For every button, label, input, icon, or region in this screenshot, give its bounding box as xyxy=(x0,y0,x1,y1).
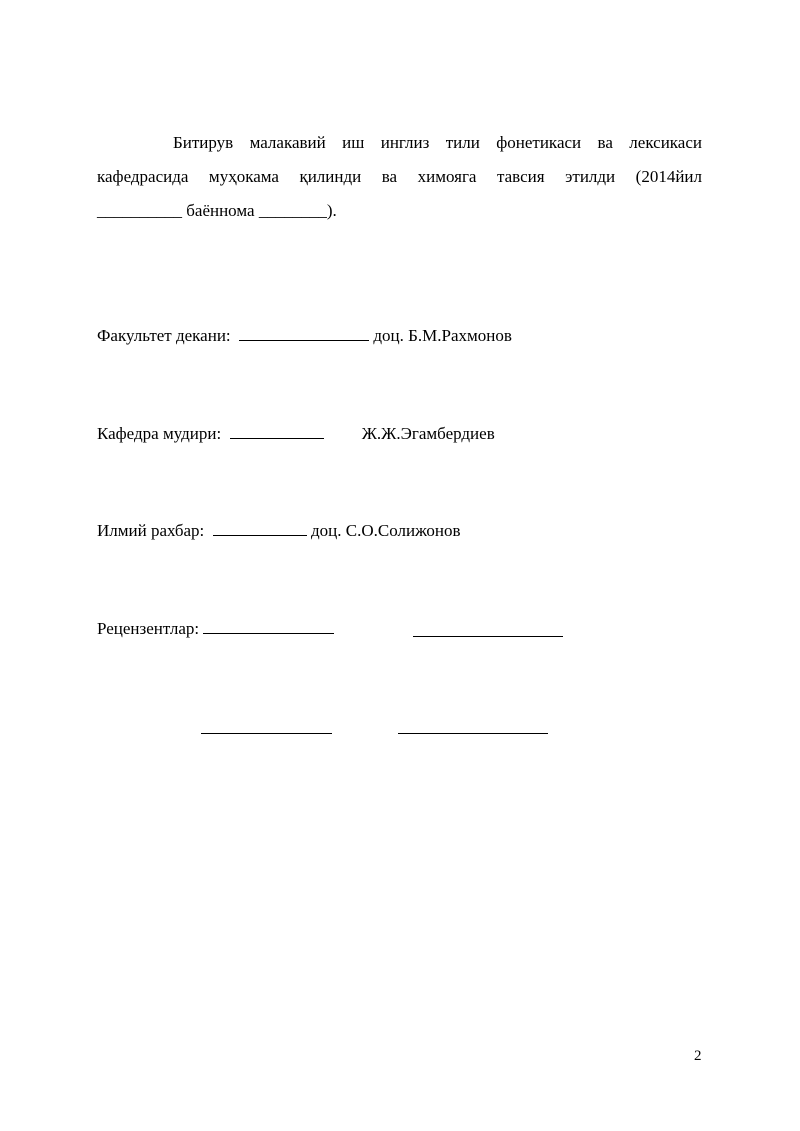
advisor-label: Илмий рахбар: xyxy=(97,521,205,540)
paragraph-line-3: __________ баённома ________). xyxy=(97,201,337,220)
reviewer-2-signature-blank xyxy=(201,732,332,734)
head-label: Кафедра мудири: xyxy=(97,424,222,443)
reviewer-2-name-blank xyxy=(398,732,548,734)
dean-label: Факультет декани: xyxy=(97,326,231,345)
paragraph-line-1: Битирув малакавий иш инглиз тили фонетикаси ва лексикаси xyxy=(173,133,702,152)
page-number: 2 xyxy=(694,1048,702,1064)
reviewers-line xyxy=(97,618,334,639)
protocol-number-blank: ________ xyxy=(258,201,327,220)
advisor-signature-line xyxy=(97,520,461,541)
advisor-signature-blank xyxy=(213,520,307,536)
head-signature-line xyxy=(97,423,495,444)
head-signature-blank xyxy=(230,423,324,439)
head-name: Ж.Ж.Эгамбердиев xyxy=(361,424,495,443)
approval-paragraph xyxy=(97,126,702,228)
dean-name: доц. Б.М.Рахмонов xyxy=(373,326,512,345)
protocol-date-blank: __________ xyxy=(97,201,182,220)
reviewer-1-name-blank xyxy=(413,635,563,637)
dean-signature-blank xyxy=(239,325,369,341)
reviewer-1-signature-blank xyxy=(203,618,334,634)
advisor-name: доц. С.О.Солижонов xyxy=(311,521,461,540)
paragraph-line-2: кафедрасида муҳокама қилинди ва химояга тавсия этилди (2014йил xyxy=(97,167,702,186)
dean-signature-line xyxy=(97,325,512,346)
reviewers-label: Рецензентлар: xyxy=(97,619,200,638)
